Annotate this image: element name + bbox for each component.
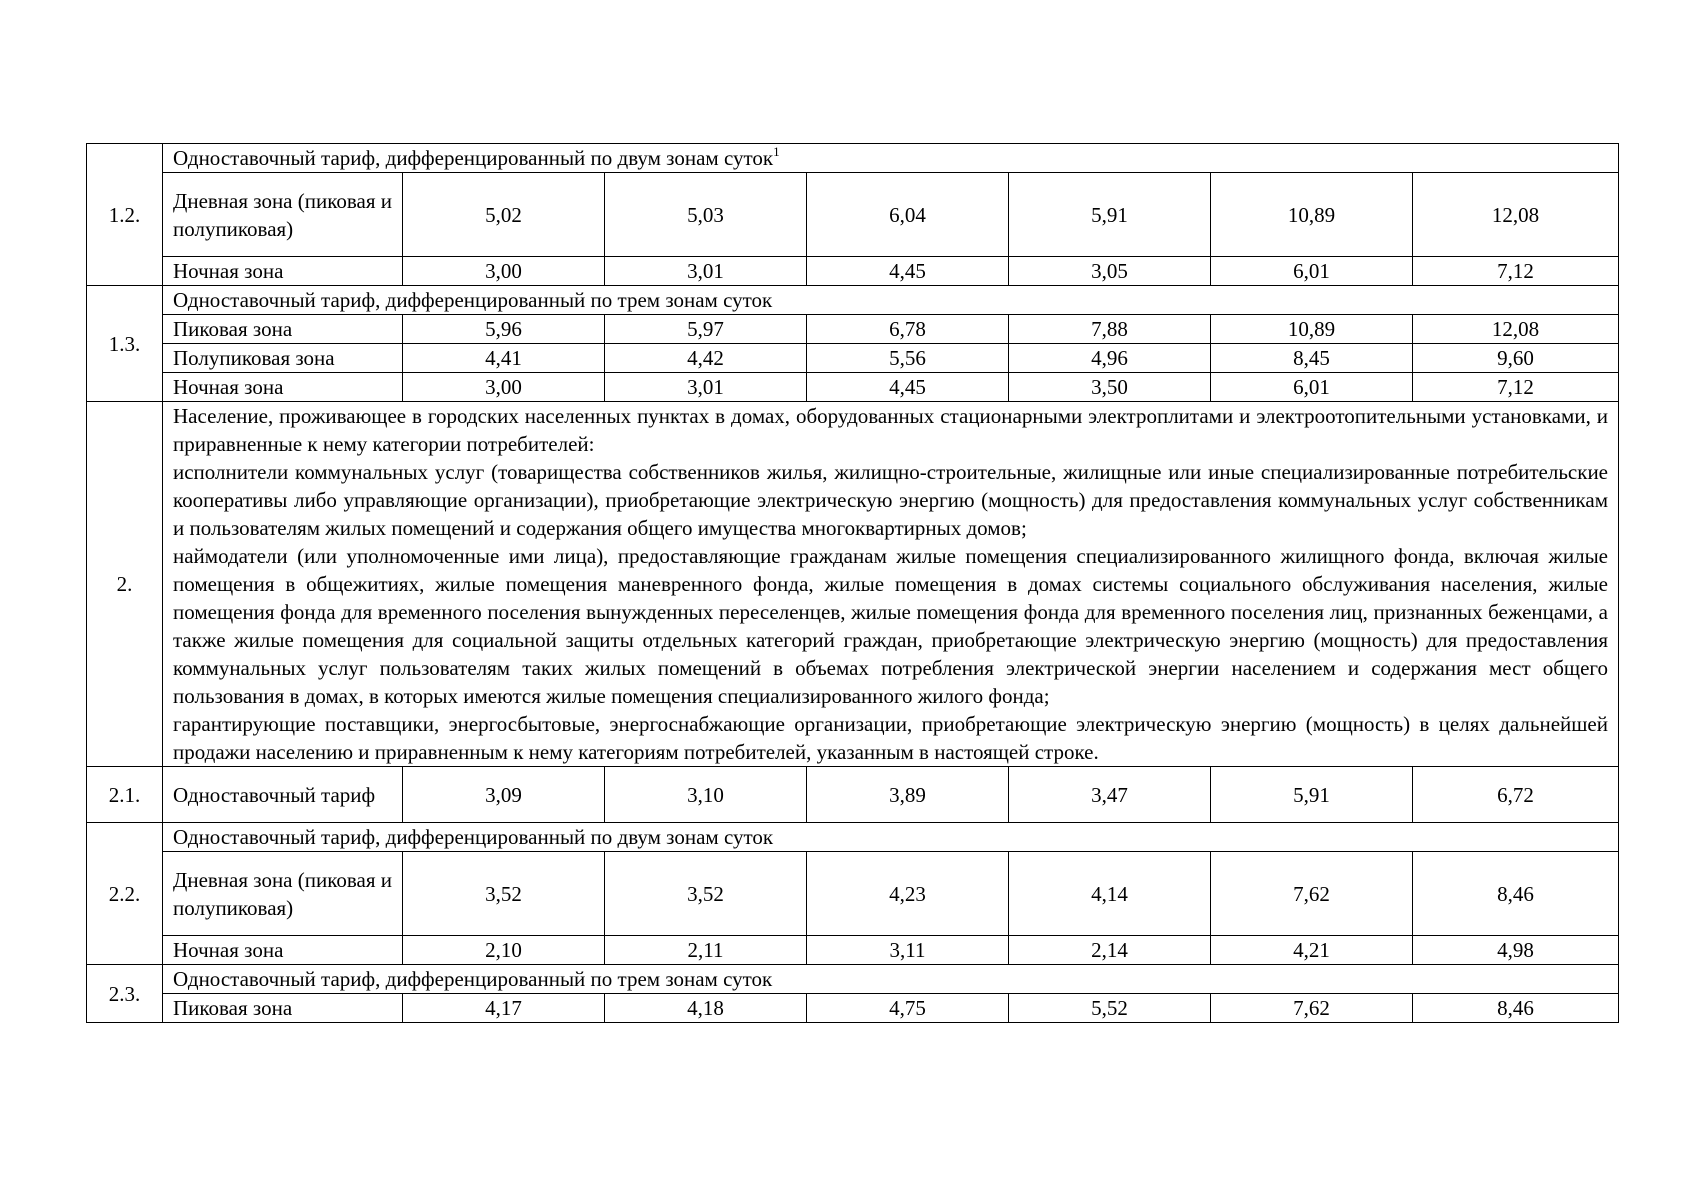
tariff-value: 4,45 (807, 373, 1009, 402)
table-row (87, 373, 1619, 402)
tariff-value: 4,45 (807, 257, 1009, 286)
tariff-value: 5,52 (1009, 994, 1211, 1023)
tariff-value: 7,62 (1211, 852, 1413, 936)
tariff-value: 8,46 (1413, 852, 1619, 936)
table-row (87, 852, 1619, 936)
tariff-value: 10,89 (1211, 315, 1413, 344)
document-page (86, 143, 1618, 1023)
tariff-value: 12,08 (1413, 173, 1619, 257)
tariff-value: 5,91 (1211, 767, 1413, 823)
tariff-value: 3,89 (807, 767, 1009, 823)
tariff-value: 5,03 (605, 173, 807, 257)
tariff-value: 7,12 (1413, 373, 1619, 402)
tariff-value: 3,09 (403, 767, 605, 823)
section-title-text: Одноставочный тариф, дифференцированный по двум зонам суток (173, 146, 774, 170)
category-description (163, 402, 1619, 767)
tariff-value: 4,23 (807, 852, 1009, 936)
description-paragraph: Население, проживающее в городских населенных пунктах в домах, оборудованных стационарными электроплитами и электроотопительными установками, и приравненные к нему категории потребителей: (173, 404, 1608, 456)
tariff-value: 9,60 (1413, 344, 1619, 373)
tariff-value: 3,47 (1009, 767, 1211, 823)
tariff-value: 6,04 (807, 173, 1009, 257)
tariff-label: Одноставочный тариф (163, 767, 403, 823)
tariff-value: 12,08 (1413, 315, 1619, 344)
row-number: 2.1. (87, 767, 163, 823)
tariff-value: 5,97 (605, 315, 807, 344)
tariff-value: 7,12 (1413, 257, 1619, 286)
tariff-value: 2,11 (605, 936, 807, 965)
row-number: 2.3. (87, 965, 163, 1023)
section-title: Одноставочный тариф, дифференцированный по трем зонам суток (163, 965, 1619, 994)
tariff-value: 4,17 (403, 994, 605, 1023)
zone-label: Ночная зона (163, 257, 403, 286)
zone-label: Полупиковая зона (163, 344, 403, 373)
table-row (87, 344, 1619, 373)
tariff-value: 3,00 (403, 373, 605, 402)
tariff-value: 8,46 (1413, 994, 1619, 1023)
table-row (87, 257, 1619, 286)
table-row (87, 823, 1619, 852)
tariff-value: 7,88 (1009, 315, 1211, 344)
row-number: 1.3. (87, 286, 163, 402)
row-number: 1.2. (87, 144, 163, 286)
zone-label: Дневная зона (пиковая и полупиковая) (163, 852, 403, 936)
tariff-value: 3,50 (1009, 373, 1211, 402)
tariff-value: 6,72 (1413, 767, 1619, 823)
tariff-value: 4,14 (1009, 852, 1211, 936)
tariff-value: 4,18 (605, 994, 807, 1023)
tariff-value: 7,62 (1211, 994, 1413, 1023)
footnote-mark: 1 (773, 144, 780, 159)
tariff-value: 4,41 (403, 344, 605, 373)
row-number: 2. (87, 402, 163, 767)
table-row (87, 286, 1619, 315)
tariff-value: 5,56 (807, 344, 1009, 373)
description-paragraph: наймодатели (или уполномоченные ими лица), предоставляющие гражданам жилые помещения специализированного жилищного фонда, включая жилые помещения в общежитиях, жилые помещения маневренного фонда, жилые помещения в домах системы социального обслуживания населения, жилые помещения фонда для временного поселения вынужденных переселенцев, жилые помещения фонда для временного поселения лиц, признанных беженцами, а также жилые помещения для социальной защиты отдельных категорий граждан, приобретающие электрическую энергию (мощность) для предоставления коммунальных услуг пользователям таких жилых помещений в объемах потребления электрической энергии населением и содержания мест общего пользования в домах, в которых имеются жилые помещения специализированного жилого фонда; (173, 544, 1608, 708)
tariff-value: 6,01 (1211, 373, 1413, 402)
table-row (87, 144, 1619, 173)
tariff-value: 5,02 (403, 173, 605, 257)
tariff-value: 5,91 (1009, 173, 1211, 257)
tariff-value: 4,75 (807, 994, 1009, 1023)
zone-label: Дневная зона (пиковая и полупиковая) (163, 173, 403, 257)
tariff-value: 4,42 (605, 344, 807, 373)
table-row (87, 767, 1619, 823)
zone-label: Ночная зона (163, 373, 403, 402)
description-paragraph: исполнители коммунальных услуг (товарищества собственников жилья, жилищно-строительные, жилищные или иные специализированные потребительские кооперативы либо управляющие организации), приобретающие электрическую энергию (мощность) для предоставления коммунальных услуг собственникам и пользователям жилых помещений и содержания общего имущества многоквартирных домов; (173, 460, 1608, 540)
tariff-value: 3,01 (605, 373, 807, 402)
tariff-value: 3,00 (403, 257, 605, 286)
tariff-table (86, 143, 1619, 1023)
section-title: Одноставочный тариф, дифференцированный по двум зонам суток (163, 823, 1619, 852)
table-row (87, 402, 1619, 767)
tariff-value: 8,45 (1211, 344, 1413, 373)
zone-label: Ночная зона (163, 936, 403, 965)
tariff-value: 3,52 (403, 852, 605, 936)
tariff-value: 4,96 (1009, 344, 1211, 373)
tariff-value: 3,01 (605, 257, 807, 286)
table-row (87, 994, 1619, 1023)
section-title (163, 144, 1619, 173)
table-row (87, 936, 1619, 965)
tariff-value: 6,78 (807, 315, 1009, 344)
tariff-value: 3,10 (605, 767, 807, 823)
tariff-value: 2,10 (403, 936, 605, 965)
zone-label: Пиковая зона (163, 994, 403, 1023)
tariff-value: 6,01 (1211, 257, 1413, 286)
tariff-value: 3,11 (807, 936, 1009, 965)
tariff-value: 4,21 (1211, 936, 1413, 965)
table-row (87, 965, 1619, 994)
table-row (87, 315, 1619, 344)
table-row (87, 173, 1619, 257)
description-paragraph: гарантирующие поставщики, энергосбытовые, энергоснабжающие организации, приобретающие электрическую энергию (мощность) в целях дальнейшей продажи населению и приравненным к нему категориям потребителей, указанным в настоящей строке. (173, 712, 1608, 764)
zone-label: Пиковая зона (163, 315, 403, 344)
tariff-value: 10,89 (1211, 173, 1413, 257)
tariff-value: 3,52 (605, 852, 807, 936)
tariff-value: 4,98 (1413, 936, 1619, 965)
tariff-value: 3,05 (1009, 257, 1211, 286)
tariff-value: 5,96 (403, 315, 605, 344)
row-number: 2.2. (87, 823, 163, 965)
section-title: Одноставочный тариф, дифференцированный по трем зонам суток (163, 286, 1619, 315)
tariff-value: 2,14 (1009, 936, 1211, 965)
